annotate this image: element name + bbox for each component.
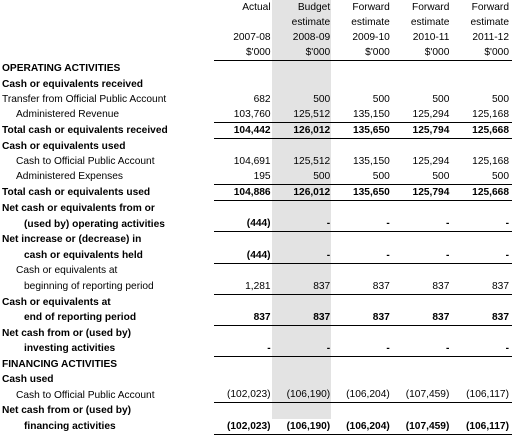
column-header-cell: Forward xyxy=(471,2,509,14)
value-cell xyxy=(452,76,512,91)
row-label: beginning of reporting period xyxy=(24,280,154,292)
column-header-cell: Forward xyxy=(412,2,450,14)
value-cell xyxy=(274,263,334,279)
value-cell: (107,459) xyxy=(393,419,453,435)
column-header-cell: 2007-08 xyxy=(233,32,271,44)
value-cell xyxy=(393,61,453,77)
value-cell: (102,023) xyxy=(214,387,274,403)
value-cell xyxy=(393,294,453,310)
value-cell xyxy=(333,294,393,310)
value-cell xyxy=(333,232,393,248)
table-row xyxy=(0,341,512,357)
value-cell: 837 xyxy=(393,279,453,295)
value-cell: - xyxy=(393,341,453,357)
table-row xyxy=(0,122,512,138)
header-row-row4 xyxy=(0,45,512,61)
table-row xyxy=(0,372,512,387)
column-header-cell: $'000 xyxy=(214,45,274,61)
value-cell: 104,691 xyxy=(233,155,271,167)
header-blank xyxy=(0,15,214,30)
value-cell: 837 xyxy=(274,310,334,326)
table-row xyxy=(0,61,512,77)
value-cell xyxy=(333,138,393,154)
column-header-cell: 2009-10 xyxy=(352,32,390,44)
row-label: Cash used xyxy=(2,374,54,386)
value-cell: (106,190) xyxy=(274,387,334,403)
value-cell xyxy=(452,232,512,248)
value-cell xyxy=(452,372,512,387)
row-label: Cash to Official Public Account xyxy=(16,389,155,401)
table-row xyxy=(0,76,512,91)
value-cell xyxy=(274,61,334,77)
value-cell: 125,512 xyxy=(293,155,331,167)
value-cell: - xyxy=(452,216,512,232)
value-cell xyxy=(393,263,453,279)
value-cell: (444) xyxy=(214,248,274,264)
row-label: investing activities xyxy=(24,343,116,355)
header-blank xyxy=(0,0,214,15)
table-row xyxy=(0,185,512,201)
value-cell: 135,150 xyxy=(333,107,393,123)
value-cell: 500 xyxy=(393,169,453,185)
value-cell: 195 xyxy=(214,169,274,185)
value-cell: - xyxy=(274,248,334,264)
value-cell xyxy=(393,201,453,217)
value-cell: 837 xyxy=(214,310,274,326)
value-cell: 500 xyxy=(313,93,331,105)
value-cell: 500 xyxy=(432,93,450,105)
row-label: Net cash from or (used by) xyxy=(2,405,132,417)
value-cell: 837 xyxy=(393,310,453,326)
value-cell: (444) xyxy=(214,216,274,232)
value-cell: 125,294 xyxy=(412,155,450,167)
value-cell xyxy=(274,76,334,91)
value-cell xyxy=(393,403,453,419)
row-label: Net increase or (decrease) in xyxy=(2,234,142,246)
value-cell xyxy=(452,61,512,77)
table-row xyxy=(0,419,512,435)
header-row-row2 xyxy=(0,15,512,30)
value-cell xyxy=(274,232,334,248)
value-cell xyxy=(333,263,393,279)
value-cell: 125,512 xyxy=(274,107,334,123)
row-label: end of reporting period xyxy=(24,312,137,324)
value-cell: - xyxy=(452,248,512,264)
value-cell xyxy=(333,357,393,373)
value-cell: (106,190) xyxy=(274,419,334,435)
value-cell xyxy=(214,138,274,154)
column-header-cell: estimate xyxy=(291,17,331,29)
value-cell xyxy=(214,61,274,77)
value-cell: (107,459) xyxy=(393,387,453,403)
value-cell xyxy=(452,325,512,341)
row-label: financing activities xyxy=(24,420,116,432)
value-cell: 104,442 xyxy=(214,122,274,138)
value-cell: - xyxy=(393,248,453,264)
value-cell: - xyxy=(333,216,393,232)
value-cell: 125,294 xyxy=(393,107,453,123)
row-label: Administered Expenses xyxy=(16,171,124,183)
value-cell xyxy=(214,76,274,91)
table-row xyxy=(0,403,512,419)
value-cell xyxy=(333,403,393,419)
value-cell xyxy=(333,372,393,387)
table-row xyxy=(0,263,512,279)
value-cell: (106,117) xyxy=(452,387,512,403)
value-cell: 126,012 xyxy=(293,187,331,199)
row-label: OPERATING ACTIVITIES xyxy=(2,63,121,75)
value-cell xyxy=(274,201,334,217)
value-cell xyxy=(393,138,453,154)
column-header-cell: estimate xyxy=(470,17,509,29)
value-cell xyxy=(214,294,274,310)
value-cell xyxy=(452,263,512,279)
row-label: Net cash from or (used by) xyxy=(2,327,132,339)
value-cell xyxy=(274,372,334,387)
value-cell: - xyxy=(274,216,334,232)
value-cell xyxy=(393,325,453,341)
row-label: Cash or equivalents at xyxy=(16,265,118,277)
value-cell xyxy=(214,403,274,419)
value-cell xyxy=(274,325,334,341)
value-cell: 500 xyxy=(333,169,393,185)
column-header-cell: $'000 xyxy=(393,45,453,61)
value-cell: 135,650 xyxy=(333,122,393,138)
table-row xyxy=(0,248,512,264)
table-row xyxy=(0,310,512,326)
column-header-cell: 2011-12 xyxy=(472,32,509,44)
value-cell: 500 xyxy=(372,93,390,105)
table-row xyxy=(0,325,512,341)
column-header-cell: $'000 xyxy=(333,45,393,61)
header-row-row3 xyxy=(0,30,512,45)
header-row-row1 xyxy=(0,0,512,15)
row-label: cash or equivalents held xyxy=(24,249,143,261)
value-cell xyxy=(452,294,512,310)
value-cell: - xyxy=(333,341,393,357)
header-blank xyxy=(0,45,214,61)
table-row xyxy=(0,92,512,107)
value-cell xyxy=(393,357,453,373)
table-row xyxy=(0,169,512,185)
value-cell: 104,886 xyxy=(233,187,271,199)
row-label: Total cash or equivalents received xyxy=(2,124,168,136)
value-cell: - xyxy=(333,248,393,264)
value-cell: (106,204) xyxy=(333,419,393,435)
value-cell: 125,794 xyxy=(393,122,453,138)
value-cell: 125,794 xyxy=(412,187,450,199)
row-label: Cash or equivalents at xyxy=(2,296,111,308)
value-cell xyxy=(393,232,453,248)
value-cell xyxy=(333,76,393,91)
value-cell: (102,023) xyxy=(214,419,274,435)
value-cell xyxy=(214,263,274,279)
value-cell xyxy=(393,76,453,91)
table-row xyxy=(0,216,512,232)
value-cell xyxy=(333,61,393,77)
row-label: Cash or equivalents used xyxy=(2,140,126,152)
table-row xyxy=(0,387,512,403)
row-label: Administered Revenue xyxy=(16,108,120,120)
value-cell: 135,650 xyxy=(352,187,390,199)
column-header-cell: estimate xyxy=(351,17,390,29)
value-cell xyxy=(274,294,334,310)
value-cell: 837 xyxy=(274,279,334,295)
table-row xyxy=(0,279,512,295)
value-cell xyxy=(333,201,393,217)
value-cell: 125,668 xyxy=(472,187,509,199)
column-header-cell: 2008-09 xyxy=(292,32,331,44)
table-row xyxy=(0,201,512,217)
value-cell: 500 xyxy=(452,169,512,185)
value-cell xyxy=(214,232,274,248)
table-row xyxy=(0,154,512,169)
header-blank xyxy=(0,30,214,45)
value-cell: - xyxy=(393,216,453,232)
table-row xyxy=(0,357,512,373)
value-cell: 837 xyxy=(333,310,393,326)
value-cell xyxy=(452,138,512,154)
table-row xyxy=(0,294,512,310)
value-cell xyxy=(452,201,512,217)
value-cell xyxy=(452,403,512,419)
value-cell: 125,668 xyxy=(452,122,512,138)
value-cell: 126,012 xyxy=(274,122,334,138)
column-header-cell: Budget xyxy=(297,2,331,14)
column-header-cell: 2010-11 xyxy=(412,32,450,44)
value-cell: 500 xyxy=(492,93,509,105)
value-cell xyxy=(214,325,274,341)
value-cell: - xyxy=(214,341,274,357)
value-cell: 500 xyxy=(274,169,334,185)
value-cell: 125,168 xyxy=(472,155,509,167)
value-cell xyxy=(274,403,334,419)
table-row xyxy=(0,232,512,248)
value-cell: - xyxy=(274,341,334,357)
value-cell xyxy=(333,325,393,341)
row-label: Total cash or equivalents used xyxy=(2,187,151,199)
value-cell: - xyxy=(452,341,512,357)
table-row xyxy=(0,138,512,154)
value-cell: (106,204) xyxy=(333,387,393,403)
value-cell xyxy=(214,357,274,373)
row-label: (used by) operating activities xyxy=(24,218,165,230)
value-cell: 837 xyxy=(452,310,512,326)
value-cell: 837 xyxy=(452,279,512,295)
column-header-cell: Actual xyxy=(242,2,271,14)
value-cell: (106,117) xyxy=(452,419,512,435)
value-cell: 1,281 xyxy=(214,279,274,295)
value-cell xyxy=(214,201,274,217)
column-header-cell: Forward xyxy=(352,2,390,14)
value-cell: 682 xyxy=(253,93,271,105)
row-label: Transfer from Official Public Account xyxy=(2,93,167,105)
value-cell: 837 xyxy=(333,279,393,295)
table-row xyxy=(0,107,512,123)
value-cell: 135,150 xyxy=(352,155,390,167)
column-header-cell: $'000 xyxy=(452,45,512,61)
column-header-cell: $'000 xyxy=(274,45,334,61)
value-cell: 103,760 xyxy=(214,107,274,123)
column-header-cell xyxy=(214,15,274,30)
column-header-cell: estimate xyxy=(410,17,450,29)
value-cell xyxy=(393,372,453,387)
row-label: FINANCING ACTIVITIES xyxy=(2,358,118,370)
row-label: Cash or equivalents received xyxy=(2,78,143,90)
value-cell xyxy=(452,357,512,373)
value-cell xyxy=(274,357,334,373)
value-cell xyxy=(274,138,334,154)
row-label: Net cash or equivalents from or xyxy=(2,203,155,215)
value-cell: 125,168 xyxy=(452,107,512,123)
row-label: Cash to Official Public Account xyxy=(16,155,155,167)
value-cell xyxy=(214,372,274,387)
